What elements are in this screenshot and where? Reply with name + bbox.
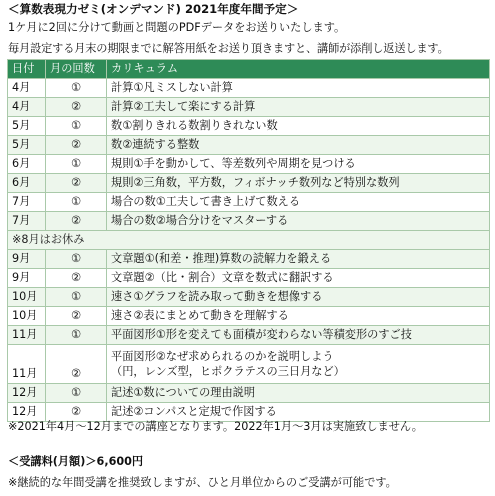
cell-month: 9月 [8,269,46,288]
cell-number: ① [46,79,107,98]
cell-number: ② [46,307,107,326]
cell-number: ② [46,212,107,231]
page-title: ＜算数表現力ゼミ(オンデマンド) 2021年度年間予定＞ [8,2,299,16]
cell-number: ② [46,98,107,117]
cell-topic-line-2: （円，レンズ型，ヒポクラテスの三日月など） [111,365,345,378]
cell-month: 7月 [8,193,46,212]
cell-month: 5月 [8,136,46,155]
table-row [8,117,490,136]
cell-topic: 計算②工夫して楽にする計算 [107,98,490,117]
table-row [8,98,490,117]
table-row [8,174,490,193]
cell-month: 5月 [8,117,46,136]
cell-number: ② [46,345,107,384]
cell-month: 11月 [8,345,46,384]
cell-topic: 記述①数についての理由説明 [107,384,490,403]
cell-number: ① [46,193,107,212]
cell-topic: 文章題①(和差・推理)算数の読解力を鍛える [107,250,490,269]
intro-line-1: 1ケ月に2回に分けて動画と問題のPDFデータをお送りいたします。 [8,21,346,34]
cell-topic: 規則①手を動かして、等差数列や周期を見つける [107,155,490,174]
table-row [8,250,490,269]
cell-month: 10月 [8,288,46,307]
table-row [8,345,490,384]
cell-month: 6月 [8,155,46,174]
schedule-footnote: ※2021年4月～12月までの講座となります。2022年1月～3月は実施致しません。 [8,420,423,433]
cell-number: ② [46,269,107,288]
cell-topic-line-1: 平面図形②なぜ求められるのかを説明しよう [111,349,334,363]
cell-topic: 速さ②表にまとめて動きを理解する [107,307,490,326]
table-row [8,155,490,174]
cell-month: 10月 [8,307,46,326]
cell-number: ① [46,384,107,403]
cell-number: ② [46,136,107,155]
intro-line-2: 毎月設定する月末の期限までに解答用紙をお送り頂きますと、講師が添削し返送します。 [8,42,449,55]
cell-topic [107,345,490,384]
cell-month: 12月 [8,403,46,422]
cell-number: ② [46,174,107,193]
header-curriculum: カリキュラム [107,60,490,79]
table-row [8,212,490,231]
cell-month: 4月 [8,98,46,117]
table-header-row [8,60,490,79]
cell-topic: 文章題②（比・割合）文章を数式に翻訳する [107,269,490,288]
cell-topic: 場合の数①工夫して書き上げて数える [107,193,490,212]
cell-number: ① [46,250,107,269]
table-row [8,193,490,212]
cell-topic: 規則②三角数，平方数，フィボナッチ数列など特別な数列 [107,174,490,193]
august-break-note: ※8月はお休み [8,231,490,250]
cell-topic: 数①割りきれる数割りきれない数 [107,117,490,136]
cell-topic: 数②連続する整数 [107,136,490,155]
cell-number: ① [46,155,107,174]
table-row [8,269,490,288]
table-row [8,288,490,307]
curriculum-table [7,59,490,422]
cell-topic: 場合の数②場合分けをマスターする [107,212,490,231]
fee-note: ※継続的な年間受講を推奨致しますが、ひと月単位からのご受講が可能です。 [8,476,397,489]
cell-month: 4月 [8,79,46,98]
cell-topic: 平面図形①形を変えても面積が変わらない等積変形のすご技 [107,326,490,345]
table-row [8,307,490,326]
table-row [8,403,490,422]
table-row [8,136,490,155]
table-row [8,326,490,345]
cell-number: ① [46,288,107,307]
table-row [8,79,490,98]
cell-topic: 速さ①グラフを読み取って動きを想像する [107,288,490,307]
cell-month: 12月 [8,384,46,403]
cell-number: ② [46,403,107,422]
cell-month: 7月 [8,212,46,231]
cell-month: 11月 [8,326,46,345]
header-date: 日付 [8,60,46,79]
cell-number: ① [46,117,107,136]
cell-month: 9月 [8,250,46,269]
table-row [8,384,490,403]
cell-month: 6月 [8,174,46,193]
cell-topic: 計算①凡ミスしない計算 [107,79,490,98]
cell-number: ① [46,326,107,345]
table-note-row [8,231,490,250]
fee-heading: ＜受講料(月額)＞6,600円 [8,455,144,468]
header-count: 月の回数 [46,60,107,79]
cell-topic: 記述②コンパスと定規で作図する [107,403,490,422]
